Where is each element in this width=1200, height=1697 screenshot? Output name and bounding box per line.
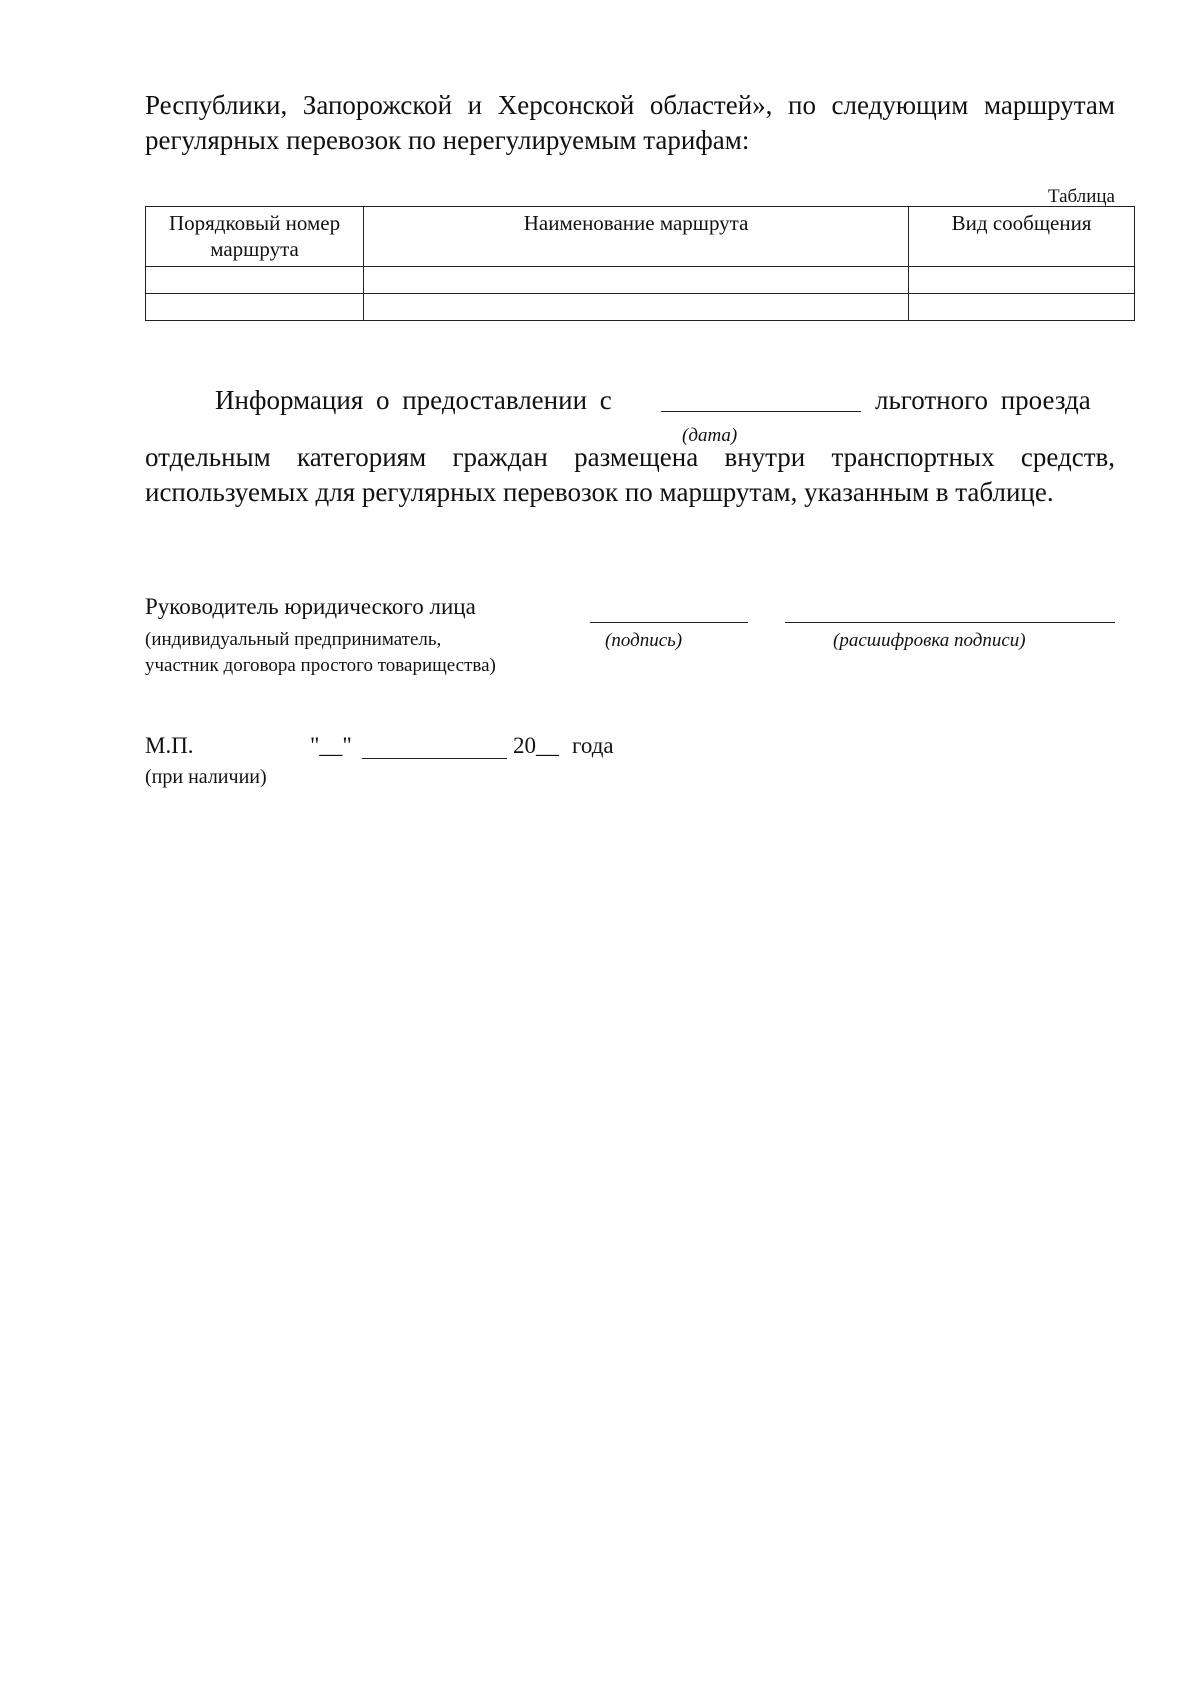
table-cell[interactable] — [909, 294, 1135, 321]
table-cell[interactable] — [146, 294, 364, 321]
info-part-1: Информация о предоставлении с — [215, 385, 612, 415]
table-cell[interactable] — [909, 267, 1135, 294]
date-day[interactable]: "__" — [310, 733, 352, 758]
info-line-3: используемых для регулярных перевозок по маршрутам, указанным в таблице. — [145, 477, 1054, 507]
date-month-blank[interactable] — [362, 758, 507, 759]
routes-table — [145, 206, 1135, 321]
date-year-suffix: года — [572, 733, 614, 758]
signature-decode-hint: (расшифровка подписи) — [833, 630, 1026, 651]
signer-subtitle-line-2: участник договора простого товарищества) — [145, 655, 496, 676]
stamp-subtitle: (при наличии) — [145, 766, 267, 788]
date-blank[interactable] — [661, 411, 861, 412]
date-hint: (дата) — [682, 425, 738, 446]
signature-blank[interactable] — [590, 622, 748, 623]
table-cell[interactable] — [364, 267, 909, 294]
info-part-2: льготного проезда — [875, 385, 1091, 415]
header-route-name: Наименование маршрута — [364, 207, 909, 267]
table-cell[interactable] — [364, 294, 909, 321]
stamp-label: М.П. — [145, 733, 194, 758]
intro-line-2: регулярных перевозок по нерегулируемым тарифам: — [145, 125, 750, 155]
info-line-2: отдельным категориям граждан размещена внутри транспортных средств, — [145, 442, 1115, 472]
signer-subtitle-line-1: (индивидуальный предприниматель, — [145, 629, 442, 650]
table-cell[interactable] — [146, 267, 364, 294]
info-paragraph — [145, 440, 1115, 510]
table-row — [146, 267, 1135, 294]
header-route-type: Вид сообщения — [909, 207, 1135, 267]
intro-paragraph — [145, 88, 1115, 158]
table-header-row — [146, 207, 1135, 267]
signature-decode-blank[interactable] — [785, 622, 1115, 623]
table-row — [146, 294, 1135, 321]
header-route-number: Порядковый номер маршрута — [146, 207, 364, 267]
date-year[interactable]: 20__ — [513, 733, 559, 758]
signer-subtitle — [145, 627, 496, 679]
signer-title: Руководитель юридического лица — [145, 594, 476, 619]
intro-line-1: Республики, Запорожской и Херсонской областей», по следующим маршрутам — [145, 90, 1115, 120]
table-caption: Таблица — [1047, 186, 1115, 207]
signature-hint: (подпись) — [605, 630, 683, 651]
